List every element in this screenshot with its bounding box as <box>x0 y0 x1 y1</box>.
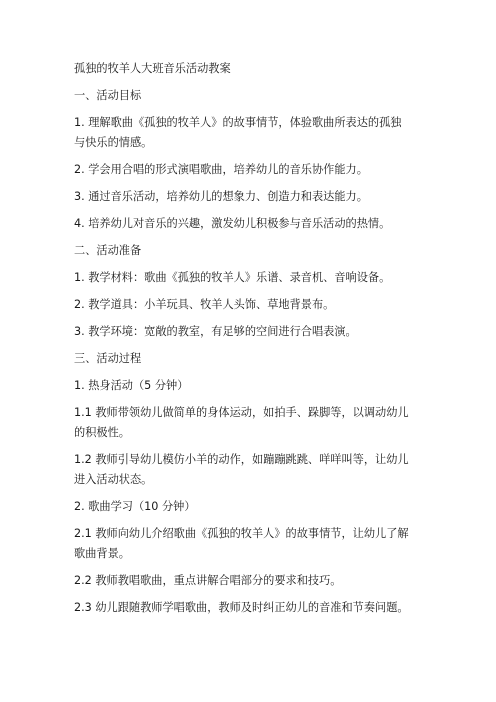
section-heading-process: 三、活动过程 <box>74 352 142 365</box>
process-item-1-2-line-2: 进入活动状态。 <box>74 473 153 486</box>
process-item-1-2-line-1: 1.2 教师引导幼儿模仿小羊的动作，如蹦蹦跳跳、咩咩叫等，让幼儿 <box>74 453 409 466</box>
process-item-2-line-1: 2. 歌曲学习（10 分钟） <box>74 500 196 513</box>
section-heading-prep: 二、活动准备 <box>74 244 142 257</box>
process-item-2-3-line-1: 2.3 幼儿跟随教师学唱歌曲，教师及时纠正幼儿的音准和节奏问题。 <box>74 601 409 614</box>
goal-item-1-line-2: 与快乐的情感。 <box>74 136 153 149</box>
process-item-2-1-line-1: 2.1 教师向幼儿介绍歌曲《孤独的牧羊人》的故事情节，让幼儿了解 <box>74 527 409 540</box>
process-item-1-line-1: 1. 热身活动（5 分钟） <box>74 379 189 392</box>
process-item-1-2 <box>74 453 424 487</box>
process-item-2-2-line-1: 2.2 教师教唱歌曲，重点讲解合唱部分的要求和技巧。 <box>74 574 342 587</box>
process-item-2-1-line-2: 歌曲背景。 <box>74 547 130 560</box>
process-item-2-2 <box>74 574 424 588</box>
process-item-2-1 <box>74 527 424 561</box>
goal-item-2 <box>74 163 424 177</box>
process-item-1-1-line-2: 的积极性。 <box>74 426 130 439</box>
goal-item-3-line-1: 3. 通过音乐活动，培养幼儿的想象力、创造力和表达能力。 <box>74 190 368 203</box>
document-page <box>74 62 424 628</box>
prep-item-2-line-1: 2. 教学道具：小羊玩具、牧羊人头饰、草地背景布。 <box>74 298 335 311</box>
process-item-1-1 <box>74 406 424 440</box>
process-item-2 <box>74 500 424 514</box>
goal-item-4-line-1: 4. 培养幼儿对音乐的兴趣，激发幼儿积极参与音乐活动的热情。 <box>74 217 391 230</box>
prep-item-1-line-1: 1. 教学材料：歌曲《孤独的牧羊人》乐谱、录音机、音响设备。 <box>74 271 391 284</box>
prep-item-3-line-1: 3. 教学环境：宽敞的教室，有足够的空间进行合唱表演。 <box>74 325 357 338</box>
process-item-1-1-line-1: 1.1 教师带领幼儿做简单的身体运动，如拍手、跺脚等，以调动幼儿 <box>74 406 409 419</box>
section-heading-goals: 一、活动目标 <box>74 89 142 102</box>
goal-item-1 <box>74 116 424 150</box>
process-item-1 <box>74 379 424 393</box>
prep-item-3 <box>74 325 424 339</box>
document-title: 孤独的牧羊人大班音乐活动教案 <box>74 62 231 75</box>
goal-item-1-line-1: 1. 理解歌曲《孤独的牧羊人》的故事情节，体验歌曲所表达的孤独 <box>74 116 402 129</box>
process-item-2-3 <box>74 601 424 615</box>
goal-item-3 <box>74 190 424 204</box>
prep-item-1 <box>74 271 424 285</box>
goal-item-2-line-1: 2. 学会用合唱的形式演唱歌曲，培养幼儿的音乐协作能力。 <box>74 163 368 176</box>
goal-item-4 <box>74 217 424 231</box>
prep-item-2 <box>74 298 424 312</box>
